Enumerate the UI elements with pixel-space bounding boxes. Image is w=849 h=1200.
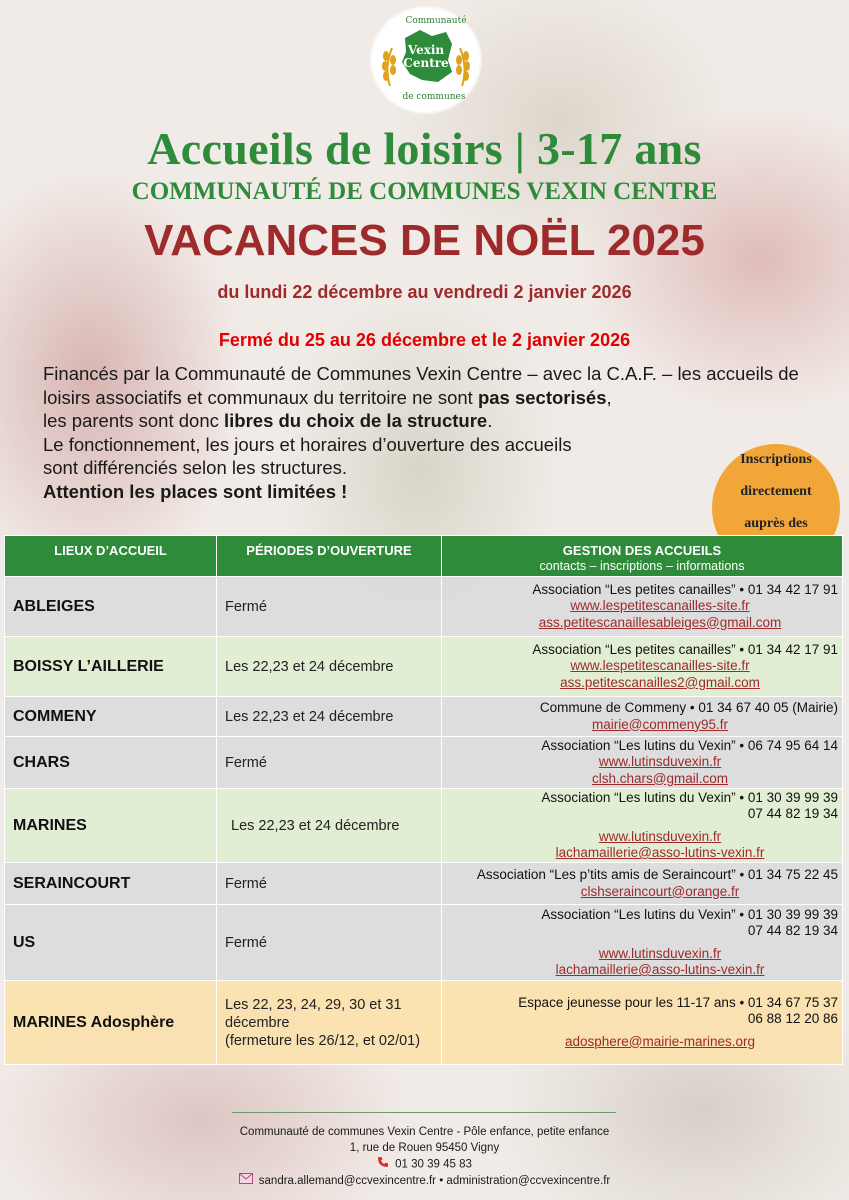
row-contact: Association “Les lutins du Vexin” • 01 30 39 99 39	[541, 789, 838, 805]
footer-email-line	[0, 1173, 849, 1189]
row-periode: Fermé	[217, 905, 442, 981]
email-link[interactable]: ass.petitescanailles2@gmail.com	[560, 674, 760, 690]
footer-divider	[232, 1112, 616, 1113]
row-gestion	[442, 637, 843, 697]
row-gestion	[442, 697, 843, 737]
website-link[interactable]: www.lespetitescanailles-site.fr	[570, 658, 750, 674]
page-title: Accueils de loisirs | 3-17 ans	[147, 123, 702, 174]
table-row	[5, 697, 843, 737]
intro-p4: sont différenciés selon les structures.	[43, 457, 348, 478]
row-gestion	[442, 981, 843, 1065]
logo-brand-line1: Vexin	[407, 43, 445, 57]
vexin-centre-logo	[372, 8, 480, 112]
website-link[interactable]: www.lespetitescanailles-site.fr	[570, 598, 750, 614]
email-link[interactable]: adosphere@mairie-marines.org	[564, 1033, 756, 1049]
row-gestion	[442, 789, 843, 863]
table-header-row	[5, 536, 843, 577]
row-periode	[217, 981, 442, 1065]
row-gestion	[442, 905, 843, 981]
row-periode-line: (fermeture les 26/12, et 02/01)	[225, 1032, 421, 1049]
row-gestion	[442, 863, 843, 905]
email-link[interactable]: clsh.chars@gmail.com	[592, 770, 728, 786]
badge-line: Inscriptions	[740, 452, 812, 467]
intro-p1c: ,	[606, 386, 612, 408]
row-contact: Association “Les petites canailles” • 01 34 42 17 91	[532, 581, 838, 597]
header-lieux: LIEUX D’ACCUEIL	[5, 536, 217, 577]
row-lieu: ABLEIGES	[5, 577, 217, 637]
row-periode: Les 22,23 et 24 décembre	[217, 789, 442, 863]
intro-p3: Le fonctionnement, les jours et horaires d’ouverture des accueils	[43, 433, 572, 455]
website-link[interactable]: www.lutinsduvexin.fr	[598, 945, 722, 961]
header-gestion	[442, 536, 843, 577]
email-link[interactable]: mairie@commeny95.fr	[592, 716, 728, 732]
row-lieu: CHARS	[5, 737, 217, 789]
badge-line: directement	[740, 484, 812, 499]
row-periode-line: décembre	[225, 1014, 290, 1031]
row-lieu: US	[5, 905, 217, 981]
table-row	[5, 637, 843, 697]
intro-text	[43, 362, 803, 503]
row-contact: Association “Les lutins du Vexin” • 06 74 95 64 14	[541, 737, 838, 753]
email-link[interactable]: lachamaillerie@asso-lutins-vexin.fr	[555, 962, 765, 977]
logo-arc-bottom: de communes	[402, 92, 466, 102]
logo-brand	[403, 44, 449, 70]
footer-org: Communauté de communes Vexin Centre - Pôle enfance, petite enfance	[239, 1126, 610, 1138]
row-periode: Les 22,23 et 24 décembre	[217, 697, 442, 737]
intro-p1a: Financés par la Communauté de Communes Vexin Centre – avec la C.A.F. – les accueils de loisirs associatifs et communaux du territoire ne sont	[43, 363, 799, 408]
logo-arc-top: Communauté	[405, 16, 467, 26]
row-extra-phone: 07 44 82 19 34	[747, 923, 838, 938]
badge-line: auprès des	[744, 516, 808, 531]
email-link[interactable]: clshseraincourt@orange.fr	[580, 883, 740, 899]
intro-p2a: les parents sont donc	[43, 410, 224, 431]
row-periode: Fermé	[217, 577, 442, 637]
row-periode: Les 22,23 et 24 décembre	[217, 637, 442, 697]
row-contact: Commune de Commeny • 01 34 67 40 05 (Mairie)	[539, 700, 838, 715]
row-lieu: MARINES Adosphère	[5, 981, 217, 1065]
email-link[interactable]: lachamaillerie@asso-lutins-vexin.fr	[555, 845, 765, 860]
table-row	[5, 905, 843, 981]
row-contact: Association “Les petites canailles” • 01 34 42 17 91	[532, 641, 838, 657]
footer	[0, 1124, 849, 1189]
footer-phone: 01 30 39 45 83	[395, 1158, 472, 1171]
mail-icon	[239, 1173, 253, 1189]
header-gestion-sub: contacts – inscriptions – informations	[539, 559, 745, 573]
logo-brand-line2: Centre	[403, 56, 449, 70]
event-dates: du lundi 22 décembre au vendredi 2 janvier 2026	[217, 282, 632, 302]
row-lieu: BOISSY L’AILLERIE	[5, 637, 217, 697]
row-contact: Association “Les lutins du Vexin” • 01 30 39 99 39	[541, 906, 838, 922]
row-gestion	[442, 737, 843, 789]
structures-table	[4, 535, 843, 1065]
row-contact: Espace jeunesse pour les 11-17 ans • 01 34 67 75 37	[518, 994, 838, 1010]
footer-phone-line	[0, 1156, 849, 1173]
row-periode: Fermé	[217, 737, 442, 789]
row-gestion	[442, 577, 843, 637]
row-contact: Association “Les p’tits amis de Seraincourt” • 01 34 75 22 45	[476, 867, 838, 882]
row-lieu: SERAINCOURT	[5, 863, 217, 905]
table-row	[5, 981, 843, 1065]
row-lieu: COMMENY	[5, 697, 217, 737]
row-periode-line: Les 22, 23, 24, 29, 30 et 31	[225, 996, 402, 1013]
footer-address: 1, rue de Rouen 95450 Vigny	[349, 1142, 500, 1154]
closure-notice: Fermé du 25 au 26 décembre et le 2 janvier 2026	[218, 330, 631, 350]
table-row	[5, 789, 843, 863]
footer-emails[interactable]: sandra.allemand@ccvexincentre.fr • administration@ccvexincentre.fr	[258, 1175, 611, 1188]
phone-icon	[377, 1156, 389, 1173]
email-link[interactable]: ass.petitescanaillesableiges@gmail.com	[538, 614, 782, 630]
page-subtitle: COMMUNAUTÉ DE COMMUNES VEXIN CENTRE	[131, 178, 718, 205]
row-periode: Fermé	[217, 863, 442, 905]
intro-p2b: libres du choix de la structure	[224, 410, 488, 431]
website-link[interactable]: www.lutinsduvexin.fr	[598, 754, 722, 770]
website-link[interactable]: www.lutinsduvexin.fr	[598, 828, 722, 844]
row-extra-phone: 06 88 12 20 86	[747, 1011, 838, 1027]
table-row	[5, 863, 843, 905]
row-extra-phone: 07 44 82 19 34	[747, 806, 838, 821]
header-gestion-title: GESTION DES ACCUEILS	[562, 543, 722, 558]
header-periodes: PÉRIODES D’OUVERTURE	[217, 536, 442, 577]
event-title: VACANCES DE NOËL 2025	[144, 216, 705, 265]
intro-p2c: .	[487, 410, 493, 431]
row-lieu: MARINES	[5, 789, 217, 863]
table-row	[5, 577, 843, 637]
intro-p1b: pas sectorisés	[477, 386, 607, 408]
intro-p5: Attention les places sont limitées !	[43, 480, 348, 502]
table-row	[5, 737, 843, 789]
